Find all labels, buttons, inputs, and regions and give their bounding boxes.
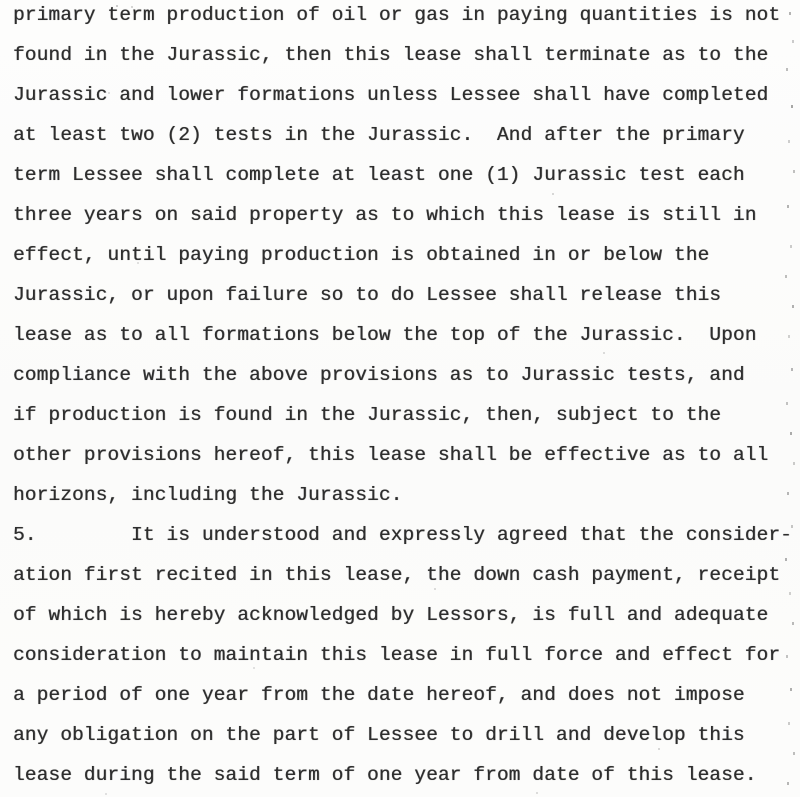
document-line paragraph-5-start: 5. It is understood and expressly agreed that the consider- [13,524,792,546]
document-line: of which is hereby acknowledged by Lessors, is full and adequate [13,604,769,626]
document-line: lease as to all formations below the top of the Jurassic. Upon [13,324,757,346]
document-line: lease during the said term of one year from date of this lease. [13,764,757,786]
document-line: three years on said property as to which this lease is still in [13,204,757,226]
document-line: consideration to maintain this lease in full force and effect for [13,644,781,666]
document-line: compliance with the above provisions as to Jurassic tests, and [13,364,745,386]
document-line: a period of one year from the date hereof, and does not impose [13,684,745,706]
document-line: found in the Jurassic, then this lease shall terminate as to the [13,44,769,66]
document-line: term Lessee shall complete at least one (1) Jurassic test each [13,164,745,186]
document-line: ation first recited in this lease, the down cash payment, receipt [13,564,781,586]
document-line: any obligation on the part of Lessee to drill and develop this [13,724,745,746]
document-line: other provisions hereof, this lease shall be effective as to all [13,444,769,466]
document-line: horizons, including the Jurassic. [13,484,403,506]
document-line: if production is found in the Jurassic, then, subject to the [13,404,722,426]
document-text-block [13,0,800,795]
document-line: Jurassic, or upon failure so to do Lessee shall release this [13,284,722,306]
document-line: Jurassic and lower formations unless Lessee shall have completed [13,84,769,106]
document-line: at least two (2) tests in the Jurassic. And after the primary [13,124,745,146]
scan-dust-specks [0,0,2,2]
document-line: primary term production of oil or gas in paying quantities is not [13,4,781,26]
document-line: effect, until paying production is obtained in or below the [13,244,710,266]
